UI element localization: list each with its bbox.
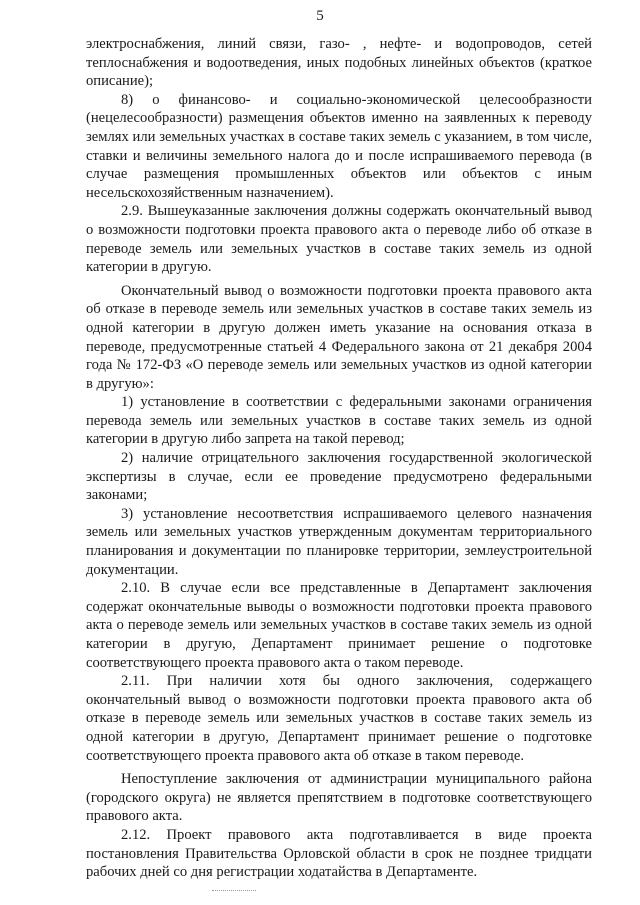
paragraph-ground-3: 3) установление несоответствия испрашиваемого целевого назначения земель или земельных участков утвержденным документам территориального планирования и документации по планировке территории, землеустроительной документации. <box>86 505 592 578</box>
paragraph-continuation-linear-objects: электроснабжения, линий связи, газо- , нефте- и водопроводов, сетей теплоснабжения и водоотведения, иных подобных линейных объектов (краткое описание); <box>86 36 592 90</box>
paragraph-2-9: 2.9. Вышеуказанные заключения должны содержать окончательный вывод о возможности подготовки проекта правового акта о переводе либо об отказе в переводе земель или земельных участков в составе таких земель из одной категории в другую. <box>86 203 592 276</box>
paragraph-2-12: 2.12. Проект правового акта подготавливается в виде проекта постановления Правительства Орловской области в срок не позднее тридцати рабочих дней со дня регистрации ходатайства в Департаменте. <box>86 826 592 881</box>
paragraph-item-8: 8) о финансово- и социально-экономической целесообразности (нецелесообразности) размещения объектов именно на заявленных к переводу землях или земельных участках в составе таких земель с указанием, в том числе, ставки и величины земельного налога до и после испрашиваемого перевода (в случае размещения промышленных объектов или объектов с иным несельскохозяйственным назначением). <box>86 91 592 201</box>
paragraph-2-11: 2.11. При наличии хотя бы одного заключения, содержащего окончательный вывод о возможности подготовки проекта правового акта об отказе в переводе земель или земельных участков в составе таких земель из одной категории в другую, Департамент принимает решение о подготовке соответствующего проекта правового акта об отказе в таком переводе. <box>86 673 592 764</box>
document-body <box>86 35 592 882</box>
paragraph-final-conclusion: Окончательный вывод о возможности подготовки проекта правового акта об отказе в переводе земель или земельных участков в составе таких земель из одной категории в другую должен иметь указание на основания отказа в переводе, предусмотренные статьей 4 Федерального закона от 21 декабря 2004 года № 172-ФЗ «О переводе земель или земельных участков из одной категории в другую»: <box>86 282 592 392</box>
paragraph-ground-1: 1) установление в соответствии с федеральными законами ограничения перевода земель или земельных участков в составе таких земель из одной категории в другую либо запрета на такой перевод; <box>86 394 592 448</box>
paragraph-2-10: 2.10. В случае если все представленные в Департамент заключения содержат окончательные выводы о возможности подготовки проекта правового акта о переводе земель или земельных участков в составе таких земель из одной категории в другую, Департамент принимает решение о подготовке соответствующего проекта правового акта о таком переводе. <box>86 580 592 671</box>
paragraph-non-receipt: Непоступление заключения от администрации муниципального района (городского округа) не является препятствием в подготовке соответствующего правового акта. <box>86 771 592 825</box>
paragraph-ground-2: 2) наличие отрицательного заключения государственной экологической экспертизы в случае, если ее проведение предусмотрено федеральными законами; <box>86 450 592 504</box>
scan-artifact <box>212 890 256 891</box>
page-number: 5 <box>316 8 324 24</box>
